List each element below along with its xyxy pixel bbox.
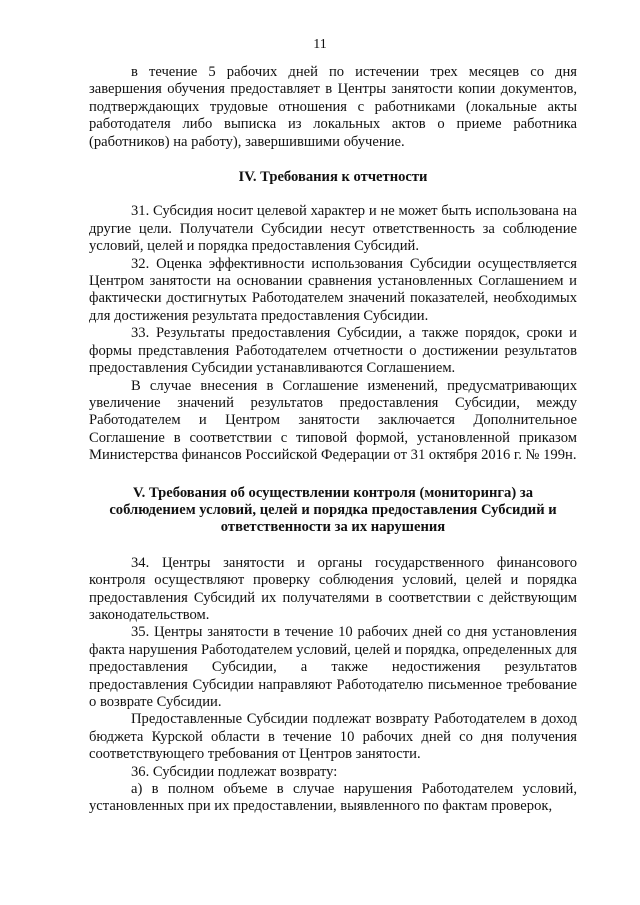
- section-4-heading: IV. Требования к отчетности: [238, 169, 428, 186]
- page-number: 11: [313, 37, 327, 52]
- paragraph-31: 31. Субсидия носит целевой характер и не может быть использована на другие цели. Получатели Субсидии несут ответственность за соблюдение условий, целей и порядка предоставления Субсидий.: [89, 203, 577, 255]
- paragraph-35: 35. Центры занятости в течение 10 рабочих дней со дня установления факта нарушения Работодателем условий, целей и порядка, определенных для предоставления Субсидии, а также недостижения результатов предоставления Субсидии направляют Работодателю письменное требование о возврате Субсидии.: [89, 624, 577, 710]
- paragraph-35-return: Предоставленные Субсидии подлежат возврату Работодателем в доход бюджета Курской области в течение 10 рабочих дней со дня получения соответствующего требования от Центров занятости.: [89, 711, 577, 763]
- section-5-heading: [89, 485, 577, 537]
- paragraph-32: 32. Оценка эффективности использования Субсидии осуществляется Центром занятости на основании сравнения установленных Соглашением и фактически достигнутых Работодателем значений показателей, необходимых для достижения результата предоставления Субсидии.: [89, 255, 577, 324]
- paragraph-36-a: а) в полном объеме в случае нарушения Работодателем условий, установленных при их предоставлении, выявленного по фактам проверок,: [89, 781, 577, 815]
- section-5-heading-line-1: V. Требования об осуществлении контроля (мониторинга) за: [132, 484, 533, 501]
- section-5-heading-line-2: соблюдением условий, целей и порядка предоставления Субсидий и: [109, 501, 557, 518]
- document-body: [89, 64, 577, 816]
- paragraph-33-amendment: В случае внесения в Соглашение изменений, предусматривающих увеличение значений результатов предоставления Субсидии, между Работодателем и Центром занятости заключается Дополнительное Соглашение в соответствии с типовой формой, установленной приказом Министерства финансов Российской Федерации от 31 октября 2016 г. № 199н.: [89, 377, 577, 464]
- intro-paragraph: в течение 5 рабочих дней по истечении трех месяцев со дня завершения обучения предоставляет в Центры занятости копии документов, подтверждающих трудовые отношения с работниками (локальные акты работодателя либо выписка из локальных актов о приеме работника (работников) на работу), завершившими обучение.: [89, 64, 577, 150]
- section-5-heading-line-3: ответственности за их нарушения: [220, 519, 446, 536]
- paragraph-33: 33. Результаты предоставления Субсидии, а также порядок, сроки и формы представления Работодателем отчетности о достижении результатов предоставления Субсидии устанавливаются Соглашением.: [89, 325, 577, 377]
- paragraph-34: 34. Центры занятости и органы государственного финансового контроля осуществляют проверку соблюдения условий, целей и порядка предоставления Субсидий их получателями в соответствии с действующим законодательством.: [89, 554, 577, 623]
- paragraph-36: 36. Субсидии подлежат возврату:: [131, 763, 338, 780]
